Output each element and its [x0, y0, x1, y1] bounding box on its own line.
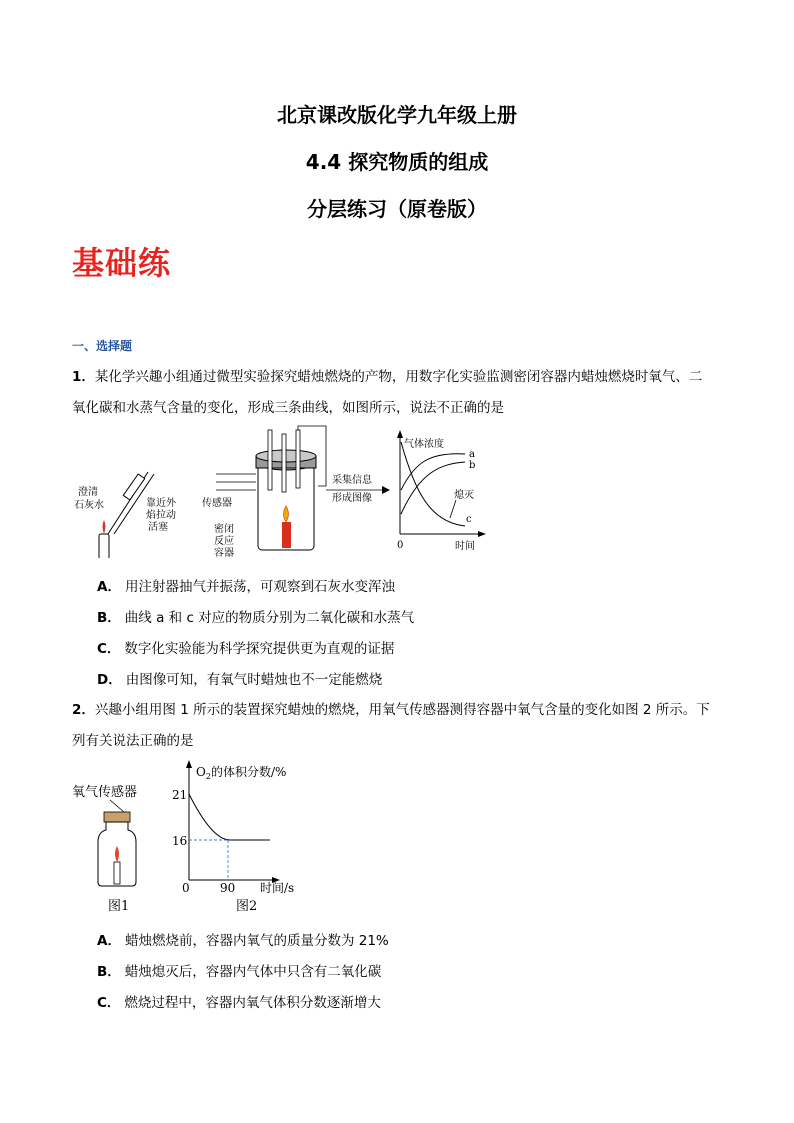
label-near-1: 靠近外 [146, 498, 176, 509]
option-letter: C． [97, 995, 121, 1011]
page-title-line2: 4.4 探究物质的组成 [305, 150, 489, 174]
label-near-3: 活塞 [148, 522, 168, 533]
question-2-option-a [97, 929, 389, 949]
tick-0: 0 [182, 881, 190, 895]
option-text: 蜡烛熄灭后，容器内气体中只含有二氧化碳 [124, 964, 382, 980]
label-collect-2: 形成图像 [332, 493, 372, 504]
label-container-3: 容器 [214, 548, 234, 558]
question-1-figure [70, 422, 490, 558]
question-1-option-c [97, 637, 394, 657]
option-letter: C． [97, 641, 121, 657]
label-limewater-2: 石灰水 [74, 500, 104, 511]
option-text: 蜡烛燃烧前，容器内氧气的质量分数为 21% [124, 933, 389, 949]
option-letter: D． [97, 672, 122, 688]
label-near-2: 焰拉动 [146, 510, 176, 521]
question-2-option-b [97, 960, 381, 980]
question-number: 1． [72, 369, 95, 385]
graph-xlabel: 时间/s [260, 881, 295, 895]
page-title-line3: 分层练习（原卷版） [307, 197, 487, 221]
section-heading: 一、选择题 [72, 339, 133, 353]
section-banner: 基础练 [72, 244, 172, 282]
curve-label-c: c [466, 514, 472, 525]
graph-origin: 0 [397, 540, 404, 551]
tick-16: 16 [172, 834, 188, 848]
option-text: 由图像可知，有氧气时蜡烛也不一定能燃烧 [125, 672, 383, 688]
option-letter: B． [97, 964, 121, 980]
page-title-line1: 北京课改版化学九年级上册 [277, 103, 517, 127]
tick-90: 90 [220, 881, 236, 895]
label-container-2: 反应 [214, 536, 234, 547]
question-1-option-d [97, 668, 382, 688]
question-text: 兴趣小组用图 1 所示的装置探究蜡烛的燃烧，用氧气传感器测得容器中氧气含量的变化如图 2 所示。下 [94, 702, 710, 718]
label-limewater-1: 澄清 [78, 487, 98, 498]
question-2-figure [70, 758, 320, 918]
option-text: 数字化实验能为科学探究提供更为直观的证据 [124, 641, 395, 657]
option-letter: B． [97, 610, 121, 626]
graph-xlabel: 时间 [455, 541, 475, 552]
question-1-option-a [97, 575, 395, 595]
jar-apparatus [98, 800, 136, 886]
label-container-1: 密闭 [214, 524, 234, 535]
question-text: 某化学兴趣小组通过微型实验探究蜡烛燃烧的产物，用数字化实验监测密闭容器内蜡烛燃烧时氧气、二 [94, 369, 703, 385]
question-1-line1 [72, 367, 702, 387]
option-text: 燃烧过程中，容器内氧气体积分数逐渐增大 [124, 995, 381, 1011]
graph-ylabel: 气体浓度 [404, 439, 444, 450]
fig1-caption: 图1 [108, 899, 130, 914]
option-text: 用注射器抽气并振荡，可观察到石灰水变浑浊 [124, 579, 395, 595]
tick-21: 21 [172, 788, 188, 802]
label-oxygen-sensor: 氧气传感器 [72, 785, 138, 800]
label-collect-1: 采集信息 [332, 475, 372, 486]
question-2-option-c [97, 991, 381, 1011]
curve-label-a: a [469, 449, 475, 460]
question-1-line2: 氧化碳和水蒸气含量的变化，形成三条曲线，如图所示，说法不正确的是 [72, 400, 504, 416]
fig2-caption: 图2 [236, 899, 258, 914]
sealed-container [256, 426, 326, 550]
label-sensor: 传感器 [202, 498, 232, 509]
graph-extinguish-label: 熄灭 [454, 490, 474, 501]
question-2-line1 [72, 700, 710, 720]
option-letter: A． [97, 579, 121, 595]
question-2-line2: 列有关说法正确的是 [72, 733, 194, 749]
graph-ylabel: $O_2$的体积分数/% [196, 765, 287, 781]
option-letter: A． [97, 933, 121, 949]
question-1-option-b [97, 606, 414, 626]
option-text: 曲线 a 和 c 对应的物质分别为二氧化碳和水蒸气 [124, 610, 415, 626]
curve-label-b: b [469, 460, 476, 471]
question-number: 2． [72, 702, 95, 718]
